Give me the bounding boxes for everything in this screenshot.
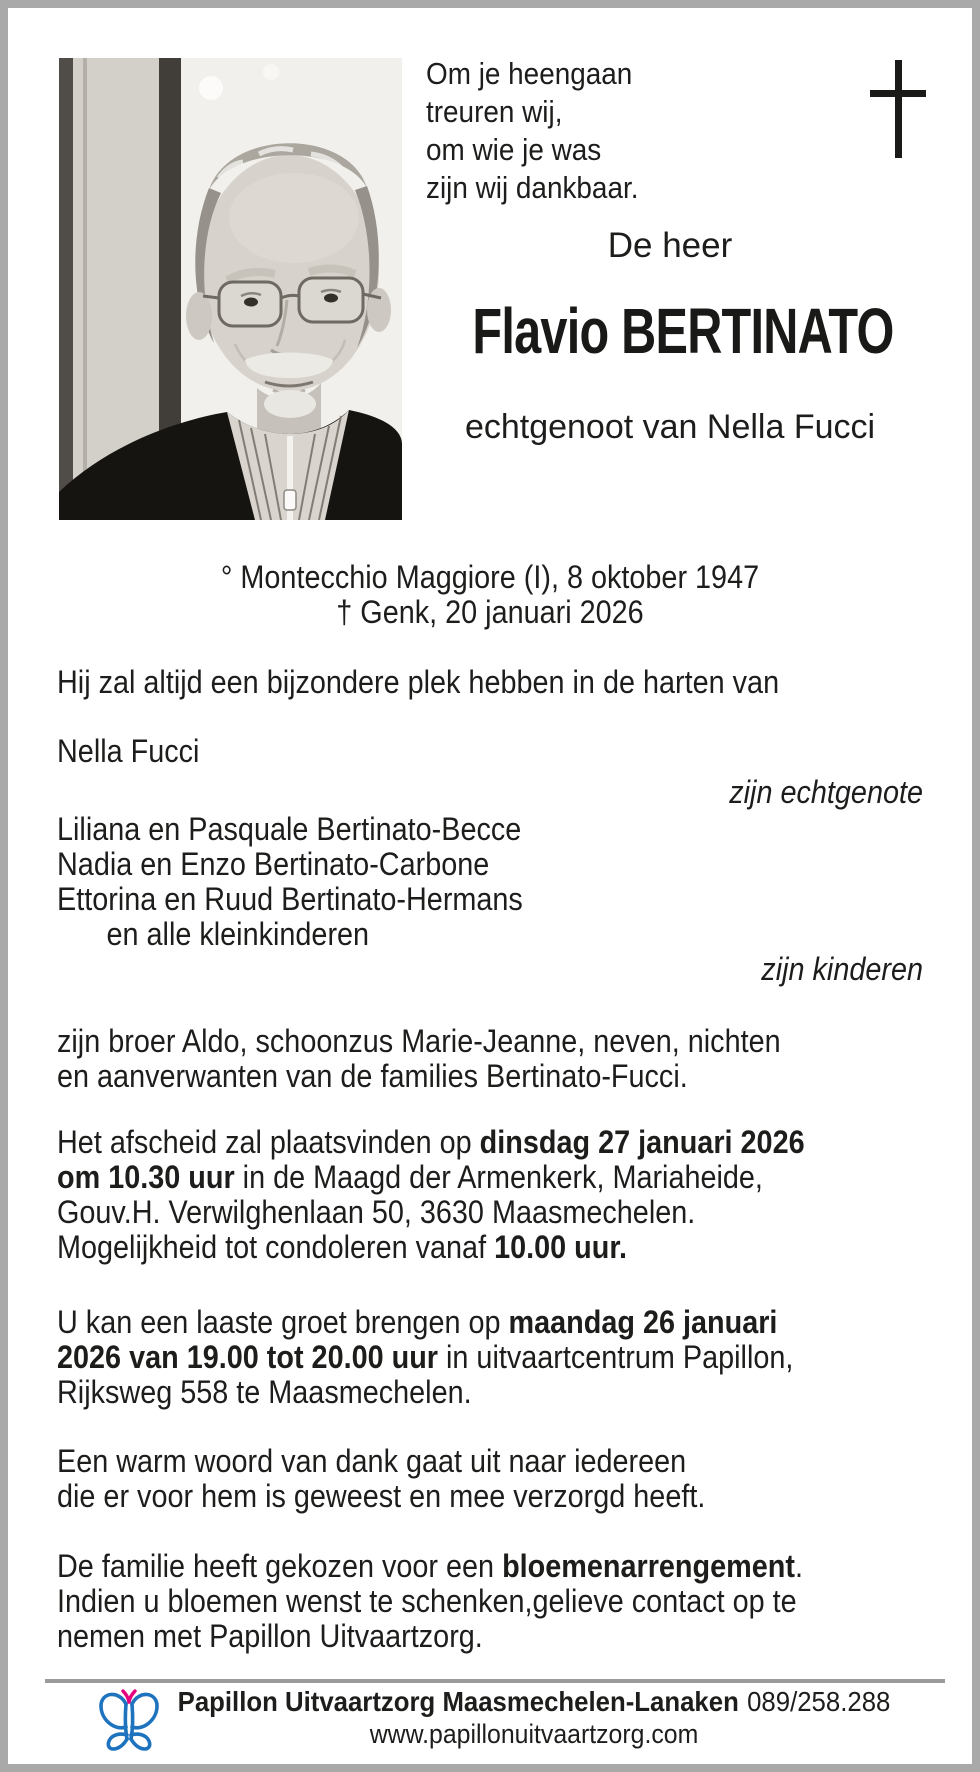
portrait-photo-image <box>59 58 402 520</box>
flowers-paragraph <box>57 1549 923 1654</box>
flowers-keyword: bloemenarrengement <box>502 1548 795 1584</box>
birth-line: ° Montecchio Maggiore (I), 8 oktober 1947 <box>220 559 760 595</box>
thanks-line: Een warm woord van dank gaat uit naar iedereen <box>57 1443 687 1479</box>
child-line: Nadia en Enzo Bertinato-Carbone <box>57 846 490 882</box>
death-line: † Genk, 20 januari 2026 <box>336 594 644 630</box>
service-date: dinsdag 27 januari 2026 <box>479 1124 805 1160</box>
poem-line: treuren wij, <box>426 94 563 129</box>
thanks-paragraph <box>57 1444 923 1514</box>
relatives-line: zijn broer Aldo, schoonzus Marie-Jeanne, neven, nichten <box>57 1023 781 1059</box>
poem-line: om wie je was <box>426 132 602 167</box>
viewing-address: Rijksweg 558 te Maasmechelen. <box>57 1374 472 1410</box>
poem-line: Om je heengaan <box>426 56 633 91</box>
service-line <box>57 1195 836 1230</box>
cross-icon <box>868 58 928 160</box>
intro-paragraph <box>57 665 923 700</box>
relatives-paragraph <box>57 1024 923 1094</box>
service-paragraph <box>57 1125 923 1265</box>
children-role-line: zijn kinderen <box>761 951 923 987</box>
deceased-name: Flavio BERTINATO <box>472 295 894 367</box>
service-text: Mogelijkheid tot condoleren vanaf <box>57 1229 495 1265</box>
vital-dates <box>57 560 923 630</box>
relatives-line: en aanverwanten van de families Bertinato-Fucci. <box>57 1058 688 1094</box>
spouse-role <box>57 775 923 810</box>
child-line: Liliana en Pasquale Bertinato-Becce <box>57 811 522 847</box>
flowers-text: . <box>794 1548 803 1584</box>
service-line <box>57 1230 836 1265</box>
flowers-text: Indien u bloemen wenst te schenken,gelieve contact op te <box>57 1583 797 1619</box>
flowers-line <box>57 1549 836 1584</box>
viewing-paragraph <box>57 1305 923 1410</box>
grandchildren-line: en alle kleinkinderen <box>106 916 370 952</box>
flowers-text: nemen met Papillon Uitvaartzorg. <box>57 1618 483 1654</box>
funeral-home-phone: 089/258.288 <box>747 1686 891 1717</box>
spouse-line: Nella Fucci <box>57 733 200 769</box>
spouse-role-line: zijn echtgenote <box>729 774 923 810</box>
memorial-poem <box>426 55 662 207</box>
flowers-line <box>57 1619 836 1654</box>
funeral-home-line <box>153 1685 915 1718</box>
thanks-line: die er voor hem is geweest en mee verzorgd heeft. <box>57 1478 706 1514</box>
viewing-line <box>57 1340 836 1375</box>
condolence-time: 10.00 uur. <box>494 1229 627 1265</box>
viewing-text: U kan een laaste groet brengen op <box>57 1304 509 1340</box>
intro-line: Hij zal altijd een bijzondere plek hebben in de harten van <box>57 664 780 700</box>
flowers-line <box>57 1584 836 1619</box>
spouse-relation: echtgenoot van Nella Fucci <box>464 408 876 446</box>
spouse-name <box>57 734 923 769</box>
funeral-home-name: Papillon Uitvaartzorg Maasmechelen-Lanaken <box>177 1686 739 1717</box>
footer-divider <box>45 1679 945 1683</box>
funeral-home-website: www.papillonuitvaartzorg.com <box>369 1719 699 1749</box>
service-line <box>57 1160 836 1195</box>
service-text: Het afscheid zal plaatsvinden op <box>57 1124 480 1160</box>
salutation: De heer <box>607 226 733 265</box>
service-address: Gouv.H. Verwilghenlaan 50, 3630 Maasmechelen. <box>57 1194 696 1230</box>
service-time: om 10.30 uur <box>57 1159 235 1195</box>
service-line <box>57 1125 836 1160</box>
children-list <box>57 812 923 987</box>
viewing-line <box>57 1305 836 1340</box>
service-text: in de Maagd der Armenkerk, Mariaheide, <box>234 1159 763 1195</box>
viewing-time: 2026 van 19.00 tot 20.00 uur <box>57 1339 439 1375</box>
child-line: Ettorina en Ruud Bertinato-Hermans <box>57 881 523 917</box>
viewing-text: in uitvaartcentrum Papillon, <box>438 1339 794 1375</box>
portrait-photo <box>59 58 402 520</box>
footer-contact <box>120 1685 948 1751</box>
viewing-date: maandag 26 januari <box>508 1304 778 1340</box>
flowers-text: De familie heeft gekozen voor een <box>57 1548 503 1584</box>
viewing-line <box>57 1375 836 1410</box>
poem-line: zijn wij dankbaar. <box>426 170 639 205</box>
